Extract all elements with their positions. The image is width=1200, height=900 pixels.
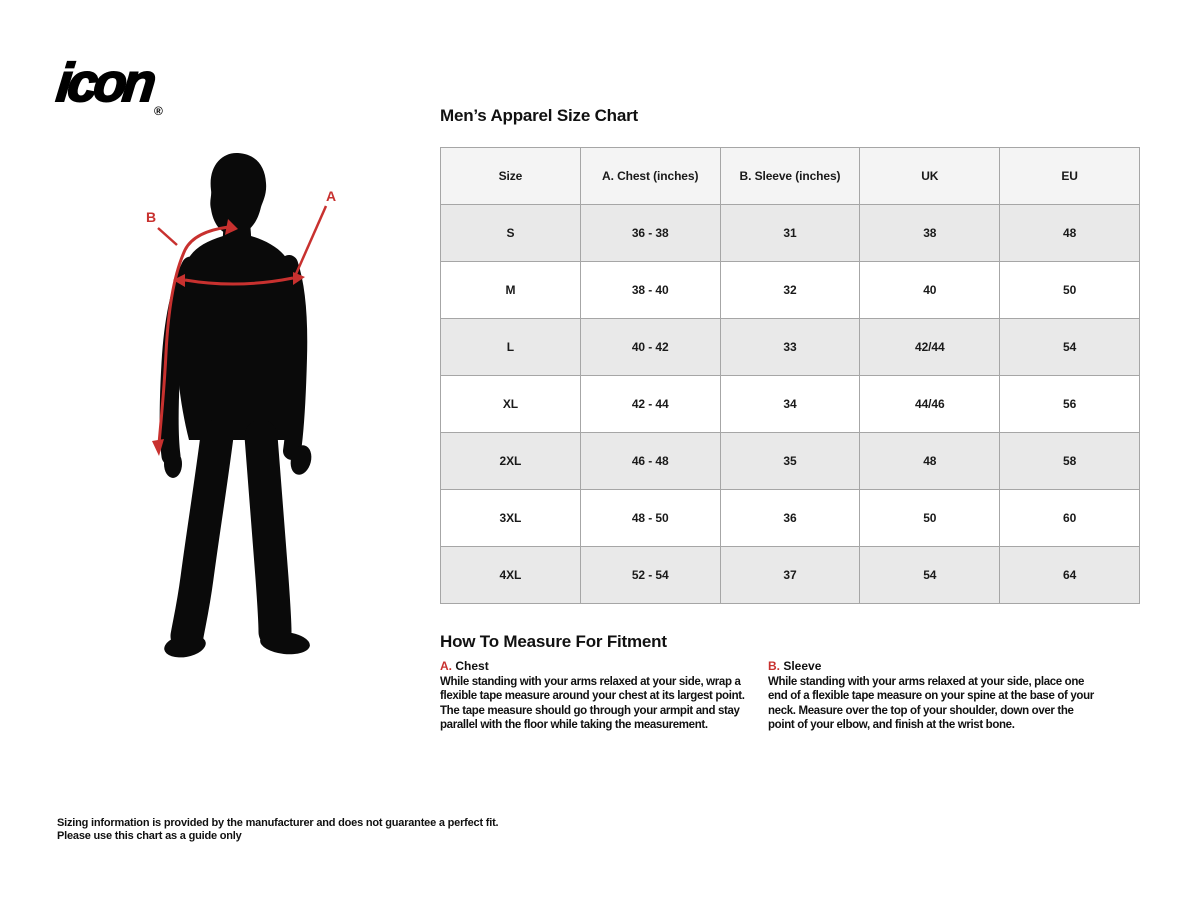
- column-header-eu: EU: [1000, 148, 1140, 205]
- measure-text-sleeve: While standing with your arms relaxed at your side, place one end of a flexible tape measure on your spine at the base of your neck. Measure over the top of your shoulder, down over the point of your elbow, and finish at the wrist bone.: [768, 676, 1094, 731]
- table-cell: XL: [441, 376, 581, 433]
- table-cell: 42/44: [860, 319, 1000, 376]
- header-row: [441, 148, 1140, 205]
- table-cell: 4XL: [441, 547, 581, 604]
- measure-section-chest-heading: [440, 659, 748, 673]
- measure-text-chest: While standing with your arms relaxed at your side, wrap a flexible tape measure around your chest at its largest point. The tape measure should go through your armpit and stay parallel with the floor while taking the measurement.: [440, 676, 745, 731]
- table-cell: S: [441, 205, 581, 262]
- table-cell: 54: [1000, 319, 1140, 376]
- male-silhouette-svg: [145, 148, 345, 670]
- table-cell: 48: [1000, 205, 1140, 262]
- measure-section-sleeve-heading: [768, 659, 1100, 673]
- table-cell: 3XL: [441, 490, 581, 547]
- column-header-sleeve: B. Sleeve (inches): [720, 148, 860, 205]
- measure-letter-b: B.: [768, 659, 780, 673]
- table-header: [441, 148, 1140, 205]
- disclaimer-line-1: Sizing information is provided by the manufacturer and does not guarantee a perfect fit.: [57, 817, 499, 829]
- size-chart-title: Men’s Apparel Size Chart: [440, 106, 638, 125]
- body-silhouette-figure: [145, 148, 345, 670]
- registered-mark-icon: ®: [154, 104, 163, 118]
- table-cell: 54: [860, 547, 1000, 604]
- measure-label-a: A: [326, 188, 337, 204]
- column-header-uk: UK: [860, 148, 1000, 205]
- table-cell: 50: [860, 490, 1000, 547]
- measure-section-chest: [440, 659, 748, 732]
- measure-letter-a: A.: [440, 659, 452, 673]
- table-row-s: [441, 205, 1140, 262]
- disclaimer-line-2: Please use this chart as a guide only: [57, 829, 242, 842]
- table-cell: 38: [860, 205, 1000, 262]
- table-cell: 40 - 42: [580, 319, 720, 376]
- column-header-chest: A. Chest (inches): [580, 148, 720, 205]
- how-to-measure-title: How To Measure For Fitment: [440, 632, 667, 651]
- table-cell: 34: [720, 376, 860, 433]
- icon-logo: [53, 52, 163, 118]
- table-cell: 33: [720, 319, 860, 376]
- table-cell: 36: [720, 490, 860, 547]
- table-cell: 52 - 54: [580, 547, 720, 604]
- table-cell: 48 - 50: [580, 490, 720, 547]
- table-cell: 64: [1000, 547, 1140, 604]
- table-cell: 44/46: [860, 376, 1000, 433]
- table-cell: 37: [720, 547, 860, 604]
- icon-logo-text: icon: [53, 53, 156, 113]
- table-cell: 42 - 44: [580, 376, 720, 433]
- table-cell: 50: [1000, 262, 1140, 319]
- table-cell: 40: [860, 262, 1000, 319]
- table-cell: M: [441, 262, 581, 319]
- table-cell: 36 - 38: [580, 205, 720, 262]
- table-row-xl: [441, 376, 1140, 433]
- measure-section-sleeve: [768, 659, 1100, 732]
- table-cell: 56: [1000, 376, 1140, 433]
- table-body: [441, 205, 1140, 604]
- table-cell: 31: [720, 205, 860, 262]
- table-cell: 35: [720, 433, 860, 490]
- table-cell: 2XL: [441, 433, 581, 490]
- disclaimer: [57, 817, 498, 842]
- table-row-4xl: [441, 547, 1140, 604]
- table-row-2xl: [441, 433, 1140, 490]
- table-row-3xl: [441, 490, 1140, 547]
- measure-name-chest: Chest: [455, 659, 489, 673]
- measure-label-b: B: [146, 209, 157, 225]
- table-cell: 60: [1000, 490, 1140, 547]
- male-silhouette: [162, 153, 314, 661]
- table-row-m: [441, 262, 1140, 319]
- table-cell: 32: [720, 262, 860, 319]
- table-cell: 46 - 48: [580, 433, 720, 490]
- table-cell: L: [441, 319, 581, 376]
- table-row-l: [441, 319, 1140, 376]
- column-header-size: Size: [441, 148, 581, 205]
- size-chart-table: [440, 147, 1140, 604]
- table-cell: 48: [860, 433, 1000, 490]
- measure-name-sleeve: Sleeve: [783, 659, 822, 673]
- table-cell: 38 - 40: [580, 262, 720, 319]
- table-cell: 58: [1000, 433, 1140, 490]
